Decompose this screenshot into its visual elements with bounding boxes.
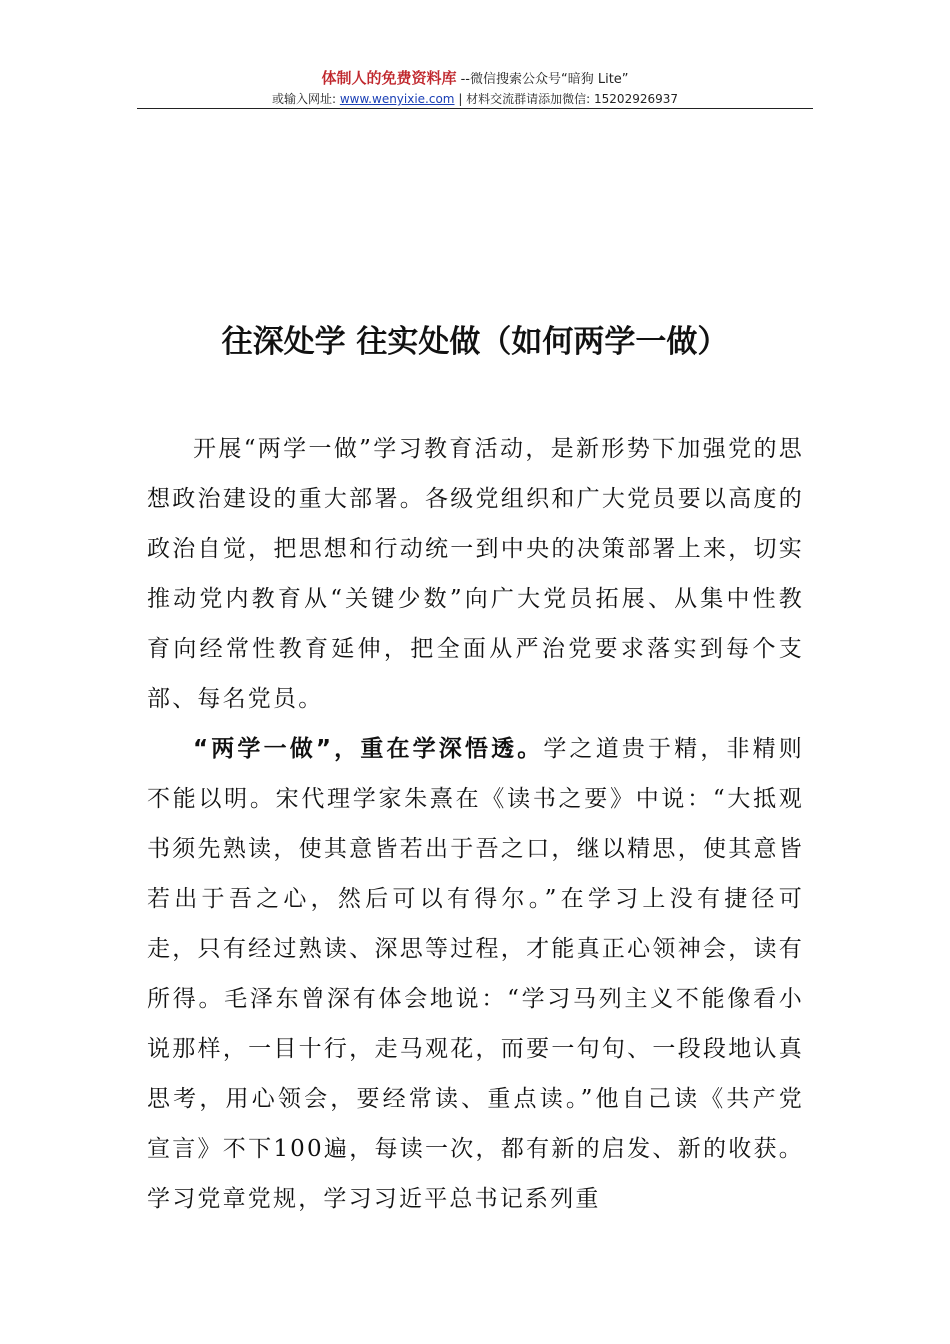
- header-line-2: [0, 90, 950, 108]
- paragraph-study: [147, 724, 804, 1224]
- paragraph-intro: 开展“两学一做”学习教育活动，是新形势下加强党的思想政治建设的重大部署。各级党组织和广大党员要以高度的政治自觉，把思想和行动统一到中央的决策部署上来，切实推动党内教育从“关键少数”向广大党员拓展、从集中性教育向经常性教育延伸，把全面从严治党要求落实到每个支部、每名党员。: [147, 436, 804, 712]
- document-title: 往深处学 往实处做（如何两学一做）: [221, 324, 729, 360]
- page-header: [0, 68, 950, 108]
- paragraph-study-lead: “两学一做”，重在学深悟透。: [193, 736, 544, 762]
- paragraph-study-body: 学之道贵于精，非精则不能以明。宋代理学家朱熹在《读书之要》中说：“大抵观书须先熟读，使其意皆若出于吾之口，继以精思，使其意皆若出于吾之心，然后可以有得尔。”在学习上没有捷径可走，只有经过熟读、深思等过程，才能真正心领神会，读有所得。毛泽东曾深有体会地说：“学习马列主义不能像看小说那样，一目十行，走马观花，而要一句句、一段段地认真思考，用心领会，要经常读、重点读。”他自己读《共产党宣言》不下100遍，每读一次，都有新的启发、新的收获。学习党章党规，学习习近平总书记系列重: [147, 736, 804, 1212]
- header-line-1: [0, 68, 950, 90]
- header-brand: 体制人的免费资料库: [321, 69, 457, 87]
- header-contact: | 材料交流群请添加微信: 15202926937: [454, 92, 679, 106]
- header-url-link[interactable]: www.wenyixie.com: [339, 92, 455, 106]
- header-tagline: --微信搜索公众号“暗狗 Lite”: [456, 72, 629, 87]
- header-divider: [137, 108, 813, 109]
- document-body: [147, 424, 804, 1224]
- header-url-prefix: 或输入网址:: [271, 92, 340, 106]
